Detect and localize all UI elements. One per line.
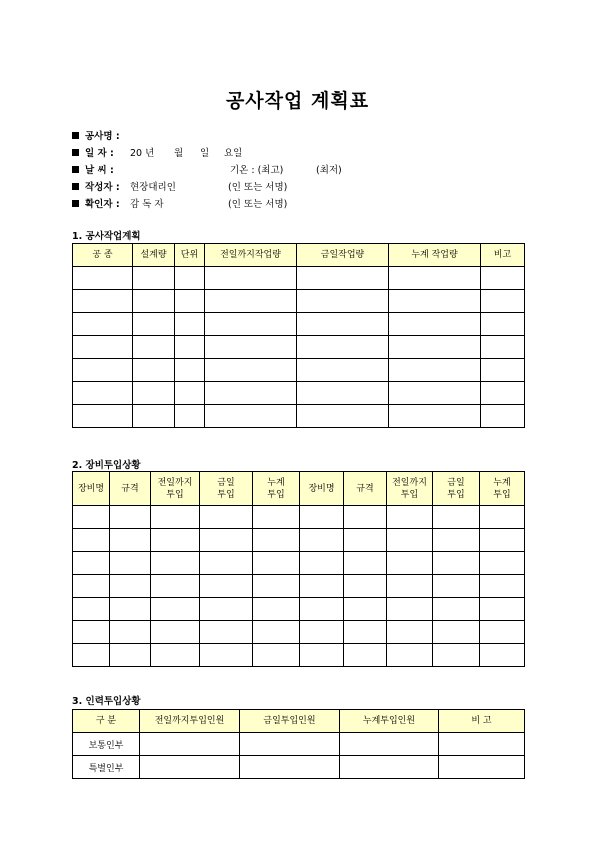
- table-cell[interactable]: [73, 529, 110, 552]
- column-header: 전일까지 투입: [387, 472, 433, 506]
- table-cell[interactable]: [433, 644, 480, 667]
- table-cell[interactable]: [389, 267, 481, 290]
- table-cell[interactable]: [389, 313, 481, 336]
- column-header: 전일까지 투입: [151, 472, 200, 506]
- table-cell[interactable]: [387, 644, 433, 667]
- table-cell[interactable]: [133, 290, 175, 313]
- table-cell[interactable]: [481, 267, 525, 290]
- table-cell[interactable]: [240, 756, 340, 779]
- table-cell[interactable]: [110, 552, 151, 575]
- column-header: 누계투입인원: [340, 710, 439, 733]
- work-plan-table: [72, 243, 525, 428]
- table-cell[interactable]: [253, 552, 300, 575]
- bullet-square-icon: [72, 166, 79, 173]
- table-cell[interactable]: [110, 506, 151, 529]
- table-cell[interactable]: [297, 313, 389, 336]
- table-cell[interactable]: [110, 575, 151, 598]
- table-header-row: [73, 710, 525, 733]
- table-cell[interactable]: [433, 529, 480, 552]
- table-cell[interactable]: [481, 336, 525, 359]
- table-cell[interactable]: [175, 267, 205, 290]
- table-cell[interactable]: [205, 267, 297, 290]
- row-label: 보통인부: [73, 733, 140, 756]
- table-row: [73, 644, 525, 667]
- table-cell[interactable]: [110, 529, 151, 552]
- table-cell[interactable]: [205, 313, 297, 336]
- table-row: [73, 552, 525, 575]
- table-cell[interactable]: [133, 405, 175, 428]
- table-row: [73, 621, 525, 644]
- section3-title: 3. 인력투입상황: [72, 696, 141, 707]
- table-cell[interactable]: [481, 290, 525, 313]
- table-cell[interactable]: [387, 552, 433, 575]
- column-header: 규격: [344, 472, 387, 506]
- column-header: 비고: [481, 244, 525, 267]
- labor-table: [72, 709, 525, 779]
- info-weather-temp: 기온 : (최고): [230, 165, 284, 176]
- column-header: 비 고: [439, 710, 525, 733]
- column-header: 금일 투입: [200, 472, 253, 506]
- table-header-row: [73, 472, 525, 506]
- info-confirm: [72, 196, 288, 213]
- table-cell[interactable]: [297, 336, 389, 359]
- table-cell[interactable]: [389, 290, 481, 313]
- info-weather-label: 날 씨 :: [85, 165, 114, 176]
- table-cell[interactable]: [433, 575, 480, 598]
- table-cell[interactable]: [344, 506, 387, 529]
- info-confirm-sign: (인 또는 서명): [228, 199, 288, 210]
- table-cell[interactable]: [73, 405, 133, 428]
- table-cell[interactable]: [175, 405, 205, 428]
- table-cell[interactable]: [200, 575, 253, 598]
- table-cell[interactable]: [344, 621, 387, 644]
- table-cell[interactable]: [175, 382, 205, 405]
- column-header: 금일작업량: [297, 244, 389, 267]
- table-cell[interactable]: [73, 644, 110, 667]
- column-header: 전일까지작업량: [205, 244, 297, 267]
- table-cell[interactable]: [253, 529, 300, 552]
- table-cell[interactable]: [151, 598, 200, 621]
- table-row: [73, 598, 525, 621]
- info-project-label: 공사명 :: [85, 131, 120, 142]
- table-cell[interactable]: [300, 575, 344, 598]
- table-cell[interactable]: [110, 644, 151, 667]
- table-cell[interactable]: [300, 598, 344, 621]
- table-cell[interactable]: [151, 529, 200, 552]
- table-cell[interactable]: [297, 359, 389, 382]
- table-row: [73, 359, 525, 382]
- column-header: 장비명: [73, 472, 110, 506]
- table-cell[interactable]: [151, 552, 200, 575]
- table-cell[interactable]: [110, 598, 151, 621]
- table-cell[interactable]: [433, 552, 480, 575]
- table-cell[interactable]: [480, 529, 525, 552]
- table-cell[interactable]: [300, 621, 344, 644]
- table-cell[interactable]: [439, 756, 525, 779]
- info-block: [72, 128, 342, 213]
- info-weather-temp-low: (최저): [316, 165, 342, 176]
- info-author-label: 작성자 :: [85, 182, 120, 193]
- table-cell[interactable]: [253, 621, 300, 644]
- table-cell[interactable]: [175, 359, 205, 382]
- info-date-month: 월: [174, 148, 184, 159]
- bullet-square-icon: [72, 149, 79, 156]
- table-cell[interactable]: [480, 644, 525, 667]
- bullet-square-icon: [72, 200, 79, 207]
- table-cell[interactable]: [73, 598, 110, 621]
- table-cell[interactable]: [387, 575, 433, 598]
- column-header: 단위: [175, 244, 205, 267]
- table-row: [73, 336, 525, 359]
- table-cell[interactable]: [297, 290, 389, 313]
- table-cell[interactable]: [205, 336, 297, 359]
- table-cell[interactable]: [253, 644, 300, 667]
- table-cell[interactable]: [480, 506, 525, 529]
- table-cell[interactable]: [297, 405, 389, 428]
- table-cell[interactable]: [133, 382, 175, 405]
- table-cell[interactable]: [151, 621, 200, 644]
- info-date-label: 일 자 :: [85, 148, 114, 159]
- bullet-square-icon: [72, 132, 79, 139]
- equipment-table: [72, 471, 525, 667]
- info-date-weekday: 요일: [224, 148, 243, 159]
- table-cell[interactable]: [300, 644, 344, 667]
- table-cell[interactable]: [300, 506, 344, 529]
- table-cell[interactable]: [200, 552, 253, 575]
- table-cell[interactable]: [344, 644, 387, 667]
- table-cell[interactable]: [344, 598, 387, 621]
- info-author: [72, 179, 288, 196]
- table-cell[interactable]: [200, 621, 253, 644]
- table-row: [73, 313, 525, 336]
- table-cell[interactable]: [205, 359, 297, 382]
- table-cell[interactable]: [389, 336, 481, 359]
- table-cell[interactable]: [389, 405, 481, 428]
- table-cell[interactable]: [175, 313, 205, 336]
- column-header: 누계 작업량: [389, 244, 481, 267]
- section1-title: 1. 공사작업계획: [72, 231, 141, 242]
- table-cell[interactable]: [387, 529, 433, 552]
- table-cell[interactable]: [481, 382, 525, 405]
- table-cell[interactable]: [300, 552, 344, 575]
- table-cell[interactable]: [200, 598, 253, 621]
- table-cell[interactable]: [480, 575, 525, 598]
- table-cell[interactable]: [133, 336, 175, 359]
- table-row: [73, 575, 525, 598]
- section2-title: 2. 장비투입상황: [72, 460, 141, 471]
- column-header: 누계 투입: [253, 472, 300, 506]
- table-cell[interactable]: [133, 313, 175, 336]
- table-cell[interactable]: [151, 506, 200, 529]
- table-cell[interactable]: [73, 621, 110, 644]
- info-weather: [72, 162, 342, 179]
- table-cell[interactable]: [205, 382, 297, 405]
- table-header-row: [73, 244, 525, 267]
- table-cell[interactable]: [297, 382, 389, 405]
- row-label: 특별인부: [73, 756, 140, 779]
- table-cell[interactable]: [344, 552, 387, 575]
- info-date-day: 일: [200, 148, 210, 159]
- info-date-year: 20 년: [130, 148, 155, 159]
- table-row: [73, 506, 525, 529]
- table-cell[interactable]: [433, 621, 480, 644]
- table-cell[interactable]: [253, 506, 300, 529]
- table-cell[interactable]: [200, 506, 253, 529]
- column-header: 규격: [110, 472, 151, 506]
- table-row: [73, 405, 525, 428]
- table-cell[interactable]: [205, 290, 297, 313]
- column-header: 누계 투입: [480, 472, 525, 506]
- table-cell[interactable]: [387, 621, 433, 644]
- info-project: [72, 128, 127, 145]
- table-row: [73, 382, 525, 405]
- table-row: [73, 267, 525, 290]
- table-cell[interactable]: [340, 733, 439, 756]
- table-cell[interactable]: [73, 359, 133, 382]
- column-header: 금일투입인원: [240, 710, 340, 733]
- table-cell[interactable]: [140, 733, 240, 756]
- table-cell[interactable]: [73, 382, 133, 405]
- table-cell[interactable]: [387, 598, 433, 621]
- table-cell[interactable]: [73, 290, 133, 313]
- table-cell[interactable]: [340, 756, 439, 779]
- column-header: 전일까지투입인원: [140, 710, 240, 733]
- table-cell[interactable]: [300, 529, 344, 552]
- column-header: 설계량: [133, 244, 175, 267]
- table-cell[interactable]: [480, 598, 525, 621]
- table-cell[interactable]: [175, 290, 205, 313]
- table-cell[interactable]: [205, 405, 297, 428]
- table-cell[interactable]: [240, 733, 340, 756]
- column-header: 장비명: [300, 472, 344, 506]
- table-cell[interactable]: [253, 575, 300, 598]
- table-cell[interactable]: [151, 644, 200, 667]
- table-cell[interactable]: [433, 598, 480, 621]
- bullet-square-icon: [72, 183, 79, 190]
- info-author-value: 현장대리인: [130, 182, 176, 193]
- table-cell[interactable]: [387, 506, 433, 529]
- table-cell[interactable]: [344, 529, 387, 552]
- column-header: 공 종: [73, 244, 133, 267]
- table-cell[interactable]: [73, 267, 133, 290]
- table-cell[interactable]: [481, 405, 525, 428]
- table-cell[interactable]: [439, 733, 525, 756]
- table-cell[interactable]: [151, 575, 200, 598]
- table-row: [73, 529, 525, 552]
- table-cell[interactable]: [73, 575, 110, 598]
- table-cell[interactable]: [133, 267, 175, 290]
- table-cell[interactable]: [480, 621, 525, 644]
- table-cell[interactable]: [253, 598, 300, 621]
- table-cell[interactable]: [200, 529, 253, 552]
- table-row: [73, 733, 525, 756]
- table-cell[interactable]: [200, 644, 253, 667]
- table-cell[interactable]: [175, 336, 205, 359]
- page-title: 공사작업 계획표: [225, 90, 370, 112]
- table-cell[interactable]: [110, 621, 151, 644]
- table-cell[interactable]: [297, 267, 389, 290]
- table-cell[interactable]: [73, 336, 133, 359]
- table-cell[interactable]: [433, 506, 480, 529]
- table-cell[interactable]: [133, 359, 175, 382]
- column-header: 구 분: [73, 710, 140, 733]
- table-cell[interactable]: [389, 359, 481, 382]
- table-cell[interactable]: [481, 313, 525, 336]
- table-cell[interactable]: [480, 552, 525, 575]
- info-author-sign: (인 또는 서명): [228, 182, 288, 193]
- info-confirm-label: 확인자 :: [85, 199, 120, 210]
- table-cell[interactable]: [140, 756, 240, 779]
- table-row: [73, 756, 525, 779]
- table-cell[interactable]: [73, 552, 110, 575]
- info-confirm-value: 감 독 자: [130, 199, 164, 210]
- table-row: [73, 290, 525, 313]
- table-cell[interactable]: [73, 506, 110, 529]
- table-cell[interactable]: [389, 382, 481, 405]
- table-cell[interactable]: [73, 313, 133, 336]
- info-date: [72, 145, 243, 162]
- column-header: 금일 투입: [433, 472, 480, 506]
- table-cell[interactable]: [481, 359, 525, 382]
- table-cell[interactable]: [344, 575, 387, 598]
